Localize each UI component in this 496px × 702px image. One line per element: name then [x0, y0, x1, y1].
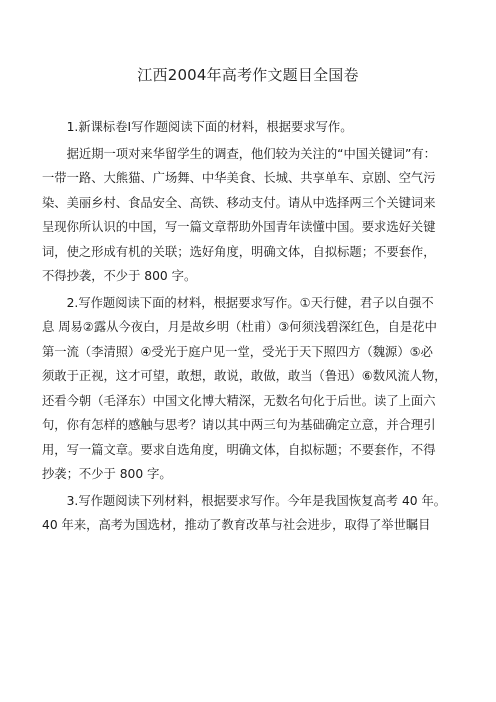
paragraph-line: 息 周易②露从今夜白，月是故乡明（杜甫）③何须浅碧深红色，自是花中 [42, 320, 437, 334]
paragraph-line: 还看今朝（毛泽东）中国文化博大精深，无数名句化于后世。读了上面六 [42, 393, 436, 408]
paragraph-line: 呈现你所认识的中国，写一篇文章帮助外国青年读懂中国。要求选好关键 [42, 220, 436, 234]
paragraph-line: 一带一路、大熊猫、广场舞、中华美食、长城、共享单车、京剧、空气污 [42, 171, 436, 185]
paragraph-line: 据近期一项对来华留学生的调查，他们较为关注的“中国关键词”有： [42, 146, 436, 161]
paragraph-line: 抄袭；不少于 800 字。 [42, 467, 172, 481]
paragraph-1 [42, 115, 460, 140]
document-title: 江西2004年高考作文题目全国卷 [137, 66, 359, 84]
document-body [42, 115, 460, 538]
paragraph-2 [42, 142, 460, 289]
paragraph-3 [42, 291, 460, 487]
paragraph-line: 须敢于正视，这才可望，敢想，敢说，敢做，敢当（鲁迅）⑥数风流人物， [42, 369, 447, 383]
paragraph-4 [42, 489, 460, 538]
paragraph-line: 不得抄袭，不少于 800 字。 [42, 269, 197, 283]
paragraph-line: 1.新课标卷Ⅰ写作题阅读下面的材料，根据要求写作。 [42, 120, 353, 134]
paragraph-line: 3.写作题阅读下列材料，根据要求写作。今年是我国恢复高考 40 年。 [42, 493, 447, 508]
paragraph-line: 词，使之形成有机的关联；选好角度，明确文体，自拟标题；不要套作， [42, 244, 436, 259]
paragraph-line: 用，写一篇文章。要求自选角度，明确文体，自拟标题；不要套作，不得 [42, 442, 436, 457]
paragraph-line: 染、美丽乡村、食品安全、高铁、移动支付。请从中选择两三个关键词来 [42, 195, 436, 210]
paragraph-line: 40 年来，高考为国选材，推动了教育改革与社会进步，取得了举世瞩目 [42, 518, 431, 532]
paragraph-line: 2.写作题阅读下面的材料，根据要求写作。①天行健，君子以自强不 [42, 295, 434, 310]
paragraph-line: 句，你有怎样的感触与思考？请以其中两三句为基础确定立意，并合理引 [42, 418, 436, 432]
paragraph-line: 第一流（李清照）④受光于庭户见一堂，受光于天下照四方（魏源）⑤必 [42, 344, 433, 359]
